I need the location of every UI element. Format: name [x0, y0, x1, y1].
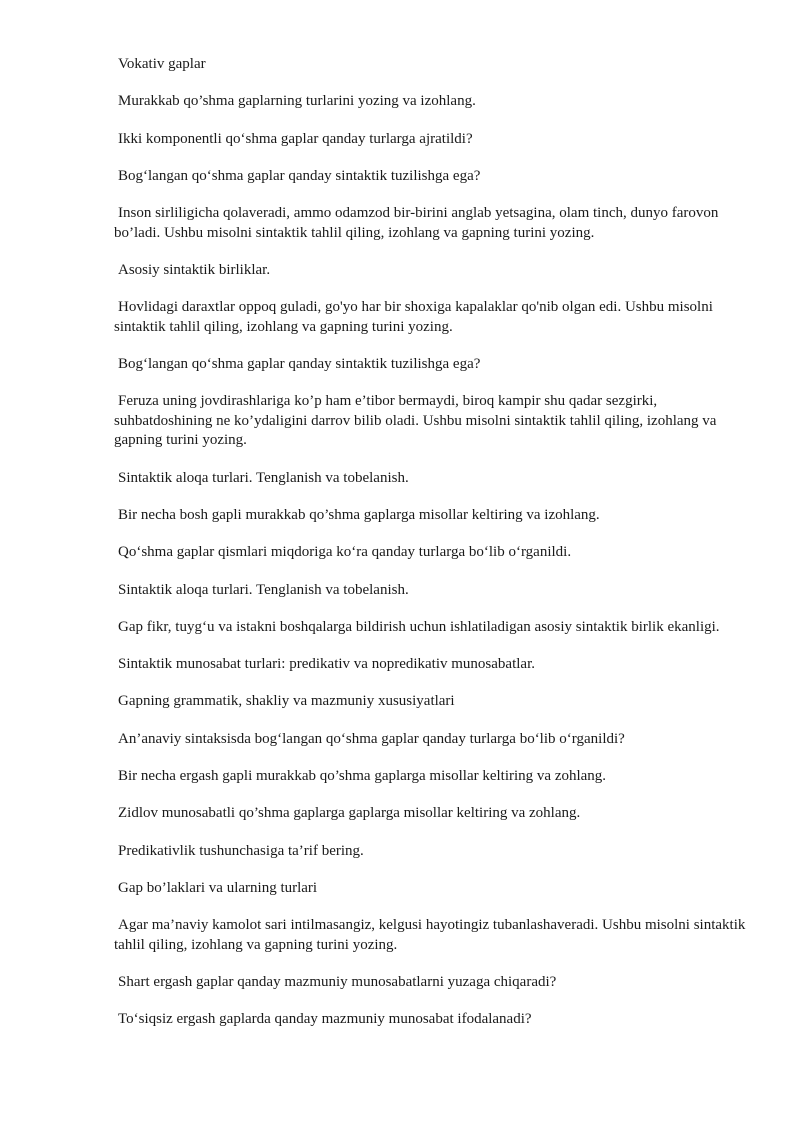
question-item: Bir necha ergash gapli murakkab qo’shma gaplarga misollar keltiring va zohlang.: [118, 768, 607, 785]
question-item: Inson sirliligicha qolaveradi, ammo odamzod bir-birini anglab yetsagina, olam tinch, dunyo farovon bo’ladi. Ushbu misolni sintaktik tahlil qiling, izohlang va gapning turini yozing.: [114, 205, 719, 241]
question-item: Gapning grammatik, shakliy va mazmuniy xususiyatlari: [118, 693, 455, 710]
question-item: Sintaktik munosabat turlari: predikativ va nopredikativ munosabatlar.: [118, 656, 535, 673]
question-item: Sintaktik aloqa turlari. Tenglanish va tobelanish.: [118, 469, 409, 486]
question-item: Bog‘langan qo‘shma gaplar qanday sintaktik tuzilishga ega?: [118, 356, 481, 373]
question-item: Hovlidagi daraxtlar oppoq guladi, go'yo har bir shoxiga kapalaklar qo'nib olgan edi. Ushbu misolni sintaktik tahlil qiling, izohlang va gapning turini yozing.: [114, 299, 713, 335]
question-item: Predikativlik tushunchasiga ta’rif bering.: [118, 842, 364, 859]
question-item: To‘siqsiz ergash gaplarda qanday mazmuniy munosabat ifodalanadi?: [118, 1011, 532, 1028]
question-item: Gap fikr, tuyg‘u va istakni boshqalarga bildirish uchun ishlatiladigan asosiy sintaktik birlik ekanligi.: [118, 618, 720, 635]
question-item: Ikki komponentli qo‘shma gaplar qanday turlarga ajratildi?: [118, 130, 473, 147]
question-item: Murakkab qo’shma gaplarning turlarini yozing va izohlang.: [118, 93, 476, 110]
question-item: Bir necha bosh gapli murakkab qo’shma gaplarga misollar keltiring va izohlang.: [118, 506, 600, 523]
question-item: Asosiy sintaktik birliklar.: [118, 261, 271, 278]
question-item: Zidlov munosabatli qo’shma gaplarga gaplarga misollar keltiring va zohlang.: [118, 805, 581, 822]
question-item: Sintaktik aloqa turlari. Tenglanish va tobelanish.: [118, 581, 409, 598]
question-item: Agar ma’naviy kamolot sari intilmasangiz, kelgusi hayotingiz tubanlashaveradi. Ushbu misolni sintaktik tahlil qiling, izohlang va gapning turini yozing.: [114, 917, 746, 953]
question-item: Qo‘shma gaplar qismlari miqdoriga ko‘ra qanday turlarga bo‘lib o‘rganildi.: [118, 544, 572, 561]
question-item: Bog‘langan qo‘shma gaplar qanday sintaktik tuzilishga ega?: [118, 167, 481, 184]
question-item: An’anaviy sintaksisda bog‘langan qo‘shma gaplar qanday turlarga bo‘lib o‘rganildi?: [118, 730, 625, 747]
question-item: Feruza uning jovdirashlariga ko’p ham e’tibor bermaydi, biroq kampir shu qadar sezgirki, suhbatdoshining ne ko’ydaligini darrov bilib oladi. Ushbu misolni sintaktik tahlil qiling, izohlang va gapning turini yozing.: [114, 393, 717, 449]
question-item: Gap bo’laklari va ularning turlari: [118, 879, 318, 896]
question-item: Shart ergash gaplar qanday mazmuniy munosabatlarni yuzaga chiqaradi?: [118, 974, 557, 991]
document-body: [114, 55, 750, 1048]
question-item: Vokativ gaplar: [118, 56, 206, 72]
